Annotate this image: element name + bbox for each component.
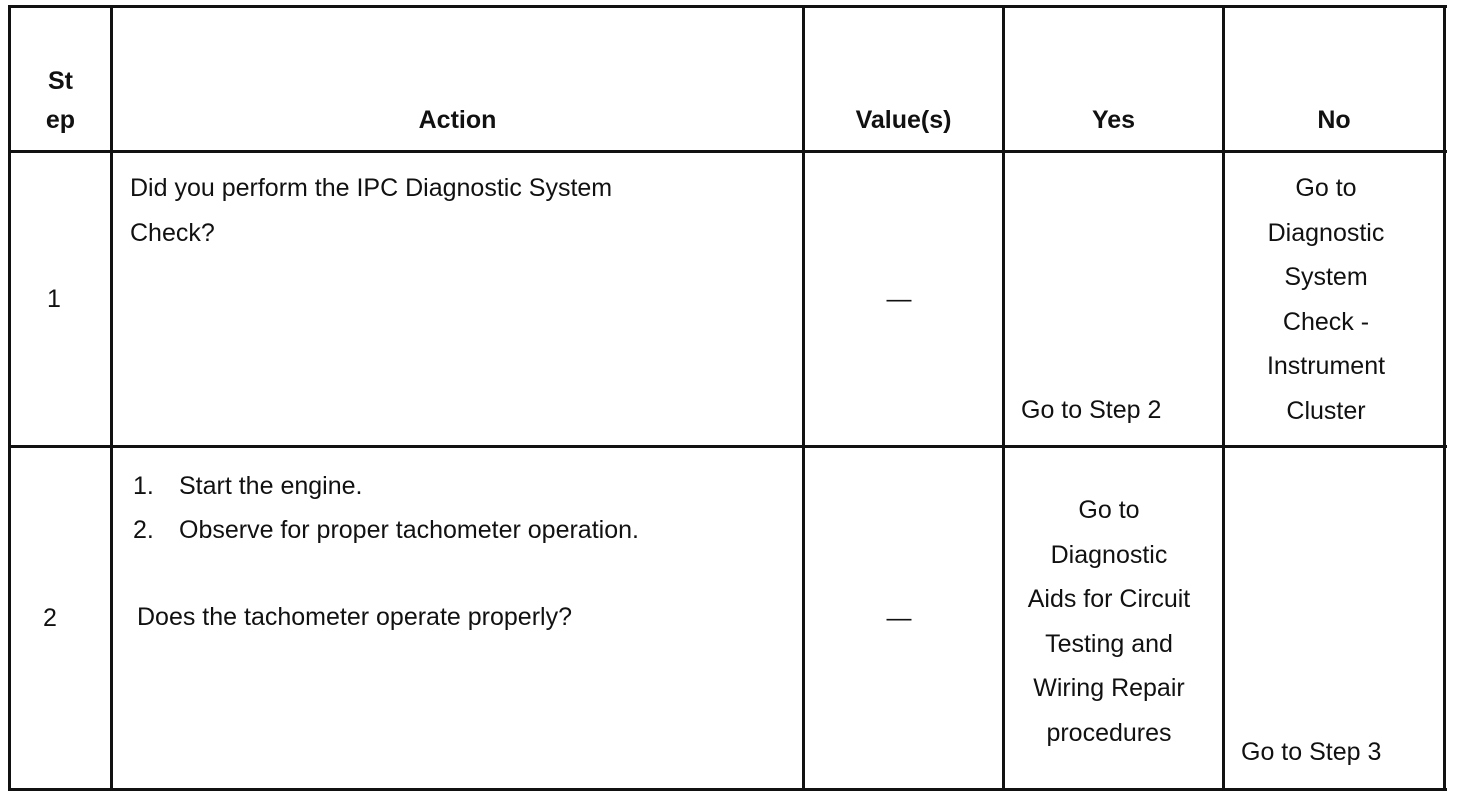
header-divider <box>8 150 1447 153</box>
row1-no-line3: System <box>1284 263 1368 291</box>
row2-action-list-text-1: Start the engine. <box>179 472 363 500</box>
row1-no-line2: Diagnostic <box>1267 218 1385 247</box>
table-border-bottom <box>8 788 1447 791</box>
row2-step: 2 <box>43 604 57 632</box>
row2-yes-line6: procedures <box>1046 718 1172 747</box>
row1-step: 1 <box>47 285 61 313</box>
row2-no: Go to Step 3 <box>1241 738 1382 766</box>
header-no: No <box>1317 106 1351 134</box>
row2-yes-line3: Aids for Circuit <box>1027 585 1191 613</box>
row1-action-line1: Did you perform the IPC Diagnostic System <box>130 174 613 202</box>
row2-action-list-num-2: 2. <box>133 516 154 544</box>
header-step-line1: St <box>48 67 73 95</box>
row1-no-line4: Check - <box>1282 307 1370 336</box>
row1-yes: Go to Step 2 <box>1021 396 1162 424</box>
row2-action-list-num-1: 1. <box>133 472 154 500</box>
row2-yes-line2: Diagnostic <box>1050 540 1168 569</box>
row1-action-line2: Check? <box>130 218 215 247</box>
row2-action-list-text-2: Observe for proper tachometer operation. <box>179 516 639 544</box>
header-step-line2: ep <box>45 106 76 134</box>
header-values: Value(s) <box>855 106 952 134</box>
row2-action-list-item-1 <box>133 472 362 501</box>
row1-action-question <box>130 166 790 255</box>
table-border-right <box>1443 5 1446 791</box>
row1-no <box>1225 166 1427 433</box>
row2-yes <box>1005 488 1213 755</box>
row2-yes-line4: Testing and <box>1045 629 1173 658</box>
table-border-top <box>8 5 1447 8</box>
row2-yes-line5: Wiring Repair <box>1033 674 1185 702</box>
row2-action-list-item-2 <box>133 516 639 545</box>
row2-action-question: Does the tachometer operate properly? <box>137 603 572 631</box>
header-action: Action <box>418 106 497 134</box>
row-divider <box>8 445 1447 448</box>
header-yes: Yes <box>1091 106 1136 134</box>
row1-no-line6: Cluster <box>1286 396 1366 425</box>
row1-no-line5: Instrument <box>1266 352 1386 380</box>
row2-yes-line1: Go to <box>1078 496 1140 524</box>
row1-no-line1: Go to <box>1295 174 1357 202</box>
row1-value: — <box>886 285 912 313</box>
row2-value: — <box>886 604 912 632</box>
header-step <box>11 62 110 140</box>
